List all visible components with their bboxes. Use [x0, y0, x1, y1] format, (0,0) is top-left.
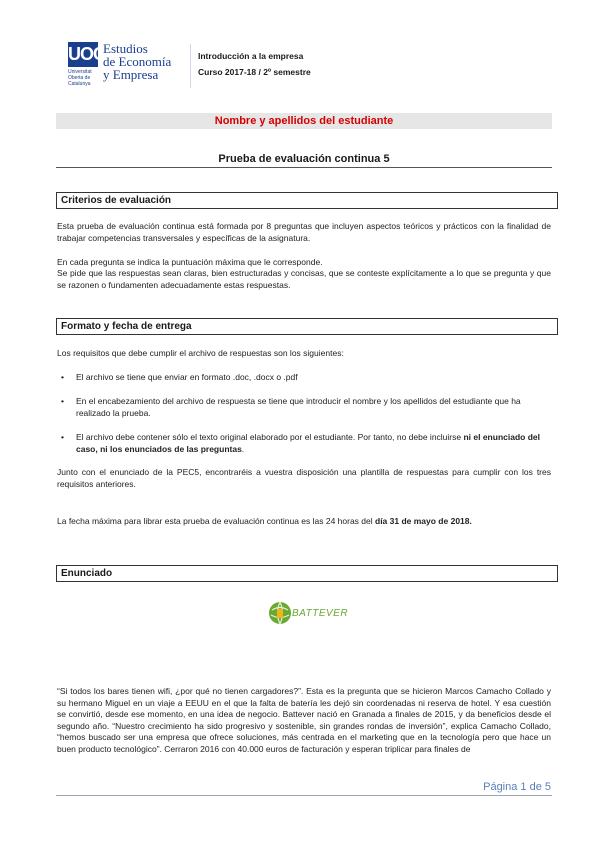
deadline-paragraph [57, 516, 551, 528]
student-name-bar: Nombre y apellidos del estudiante [56, 113, 552, 129]
criterios-paragraph-3: Se pide que las respuestas sean claras, bien estructuradas y concisas, que se conteste explícitamente a lo que se pregunta y que se razonen o fundamenten adecuadamente estas respuestas. [57, 268, 551, 290]
bullet-3-text [76, 432, 551, 455]
bullet-1-marker: • [61, 372, 64, 382]
deadline-plain: La fecha máxima para librar esta prueba de evaluación continua es las 24 horas del [57, 516, 375, 526]
enunciado-body: “Si todos los bares tienen wifi, ¿por qué no tienen cargadores?”. Esta es la pregunta que se hicieron Marcos Camacho Collado y su hermano Miguel en un viaje a EEUU en el que la falta de batería les dejó sin coordenadas ni reserva de hotel. Y esa cuestión se convirtió, desde ese momento, en una idea de negocio. Battever nació en Granada a finales de 2015, y da beneficios desde el segundo año. “Nuestro crecimiento ha sido progresivo y sostenible, sin grandes rondas de inversión”, explica Camacho Collado, “hemos buscado ser una empresa que ofrece soluciones, más centrada en el marketing que en la tecnología pero que hace un buen producto tecnológico”. Cerraron 2016 con 40.000 euros de facturación y esperan triplicar para finales de [57, 686, 551, 754]
section-criterios-heading: Criterios de evaluación [56, 192, 558, 209]
bullet-2-marker: • [61, 396, 64, 406]
battever-wordmark: BATTEVER [292, 608, 349, 619]
pec-template-paragraph: Junto con el enunciado de la PEC5, encontraréis a vuestra disposición una plantilla de respuestas para cumplir con los tres requisitos anteriores. [57, 467, 551, 489]
doc-title: Prueba de evaluación continua 5 [218, 153, 390, 165]
battever-logo [268, 600, 348, 626]
bullet-3-bold: ni el enunciado del caso, ni los enunciados de las preguntas [76, 432, 540, 454]
course-term: Curso 2017-18 / 2º semestre [198, 67, 311, 77]
section-formato-heading: Formato y fecha de entrega [56, 318, 558, 335]
deadline-date: día 31 de mayo de 2018. [375, 516, 472, 526]
uoc-logo-text: UOC [68, 44, 105, 64]
section-enunciado-heading: Enunciado [56, 565, 558, 582]
bullet-1-text: El archivo se tiene que enviar en formato .doc, .docx o .pdf [76, 372, 298, 382]
bullet-3-marker: • [61, 432, 64, 442]
page-number: Página 1 de 5 [483, 781, 551, 793]
logo-divider [190, 44, 191, 88]
bullet-3-end: . [241, 443, 245, 454]
battever-globe-icon [268, 601, 292, 625]
formato-intro: Los requisitos que debe cumplir el archivo de respuestas son los siguientes: [57, 348, 344, 358]
logo-line-1: Estudios [103, 41, 148, 56]
logo-line-2: de Economía [103, 54, 172, 69]
footer-rule [56, 795, 552, 796]
course-name: Introducción a la empresa [198, 51, 304, 61]
bullet-3-plain: El archivo debe contener sólo el texto original elaborado por el estudiante. Por tanto, no debe incluirse [76, 432, 464, 442]
title-rule [56, 167, 552, 168]
criterios-paragraph-1: Esta prueba de evaluación continua está formada por 8 preguntas que incluyen aspectos teóricos y prácticos con la finalidad de trabajar competencias transversales y específicas de la asignatura. [57, 221, 551, 243]
bullet-2-text: En el encabezamiento del archivo de respuesta se tiene que introducir el nombre y los apellidos del estudiante que ha realizado la prueba. [76, 396, 521, 418]
criterios-paragraph-2: En cada pregunta se indica la puntuación máxima que le corresponde. [57, 257, 323, 267]
logo-line-3: y Empresa [103, 67, 159, 82]
university-name: Universitat Oberta de Catalunya [68, 69, 92, 87]
